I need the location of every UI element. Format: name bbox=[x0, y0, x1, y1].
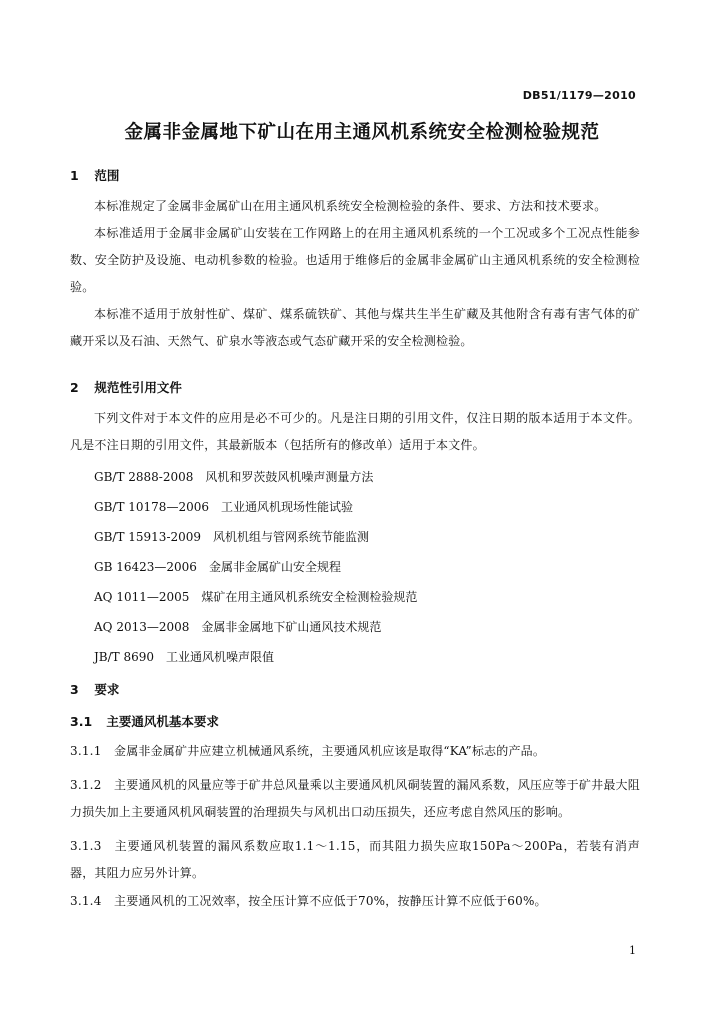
reference-item bbox=[94, 612, 417, 642]
reference-item bbox=[94, 462, 417, 492]
subsection-title: 主要通风机基本要求 bbox=[106, 714, 219, 729]
reference-code: GB/T 10178—2006 bbox=[94, 500, 209, 514]
section-title: 规范性引用文件 bbox=[94, 380, 182, 395]
clause bbox=[70, 772, 640, 826]
subsection-number: 3.1 bbox=[70, 714, 93, 729]
section-2-heading bbox=[70, 378, 650, 396]
document-title: 金属非金属地下矿山在用主通风机系统安全检测检验规范 bbox=[124, 122, 600, 143]
reference-item bbox=[94, 492, 417, 522]
clause-text: 主要通风机装置的漏风系数应取1.1～1.15，而其阻力损失应取150Pa～200Pa，若装有消声器，其阻力应另外计算。 bbox=[70, 839, 640, 880]
reference-code: GB 16423—2006 bbox=[94, 560, 197, 574]
paragraph: 本标准规定了金属非金属矿山在用主通风机系统安全检测检验的条件、要求、方法和技术要求。 bbox=[94, 199, 607, 213]
clause-number: 3.1.4 bbox=[70, 894, 102, 908]
reference-item bbox=[94, 642, 417, 672]
clause bbox=[70, 833, 640, 887]
section-number: 1 bbox=[70, 168, 79, 183]
reference-code: GB/T 2888-2008 bbox=[94, 470, 194, 484]
clause-number: 3.1.3 bbox=[70, 839, 102, 853]
reference-item bbox=[94, 522, 417, 552]
reference-title: 风机和罗茨鼓风机噪声测量方法 bbox=[205, 470, 374, 484]
reference-code: AQ 2013—2008 bbox=[94, 620, 190, 634]
reference-title: 煤矿在用主通风机系统安全检测检验规范 bbox=[201, 590, 418, 604]
section-1-heading bbox=[70, 166, 650, 184]
reference-item bbox=[94, 582, 417, 612]
clause-text: 主要通风机的风量应等于矿井总风量乘以主要通风机风硐装置的漏风系数，风压应等于矿井最大阻力损失加上主要通风机风硐装置的治理损失与风机出口动压损失，还应考虑自然风压的影响。 bbox=[70, 778, 640, 819]
clause-text: 主要通风机的工况效率，按全压计算不应低于70%，按静压计算不应低于60%。 bbox=[114, 894, 547, 908]
paragraph: 下列文件对于本文件的应用是必不可少的。凡是注日期的引用文件，仅注日期的版本适用于本文件。凡是不注日期的引用文件，其最新版本（包括所有的修改单）适用于本文件。 bbox=[70, 411, 640, 452]
clause-number: 3.1.1 bbox=[70, 744, 102, 758]
reference-title: 工业通风机现场性能试验 bbox=[220, 500, 353, 514]
paragraph: 本标准适用于金属非金属矿山安装在工作网路上的在用主通风机系统的一个工况或多个工况点性能参数、安全防护及设施、电动机参数的检验。也适用于维修后的金属非金属矿山主通风机系统的安全检测检验。 bbox=[70, 226, 640, 294]
clause bbox=[70, 738, 640, 765]
reference-code: AQ 1011—2005 bbox=[94, 590, 190, 604]
section-3-heading bbox=[70, 680, 650, 698]
paragraph: 本标准不适用于放射性矿、煤矿、煤系硫铁矿、其他与煤共生半生矿藏及其他附含有毒有害气体的矿藏开采以及石油、天然气、矿泉水等液态或气态矿藏开采的安全检测检验。 bbox=[70, 307, 640, 348]
reference-code: JB/T 8690 bbox=[94, 650, 155, 664]
standard-code: DB51/1179—2010 bbox=[522, 89, 636, 102]
section-number: 3 bbox=[70, 682, 79, 697]
section-title: 要求 bbox=[94, 682, 120, 697]
section-number: 2 bbox=[70, 380, 79, 395]
clause-text: 金属非金属矿井应建立机械通风系统，主要通风机应该是取得“KA”标志的产品。 bbox=[114, 744, 546, 758]
normative-reference-list bbox=[94, 462, 417, 672]
subsection-3-1-heading bbox=[70, 712, 650, 730]
page-number: 1 bbox=[629, 944, 636, 957]
reference-title: 金属非金属地下矿山通风技术规范 bbox=[201, 620, 382, 634]
section-title: 范围 bbox=[94, 168, 120, 183]
reference-title: 金属非金属矿山安全规程 bbox=[208, 560, 341, 574]
clause bbox=[70, 888, 640, 915]
reference-title: 风机机组与管网系统节能监测 bbox=[213, 530, 370, 544]
reference-title: 工业通风机噪声限值 bbox=[166, 650, 275, 664]
reference-item bbox=[94, 552, 417, 582]
clause-number: 3.1.2 bbox=[70, 778, 102, 792]
reference-code: GB/T 15913-2009 bbox=[94, 530, 202, 544]
